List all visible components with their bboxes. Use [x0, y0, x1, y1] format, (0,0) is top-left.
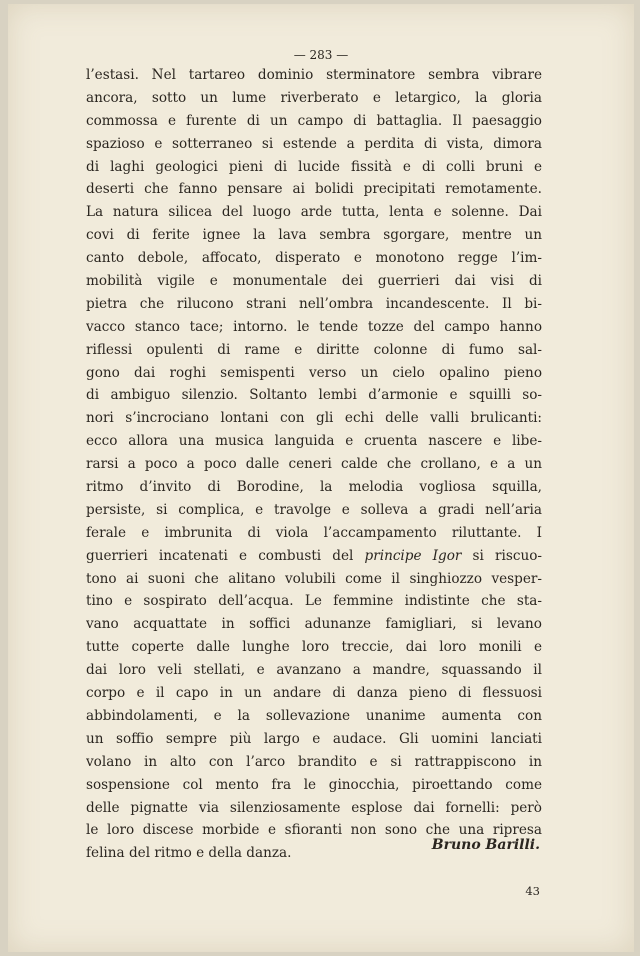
text-line: nori s’incrociano lontani con gli echi delle valli brulicanti:: [86, 410, 542, 427]
text-line: pietra che rilucono strani nell’ombra incandescente. Il bi-: [86, 295, 542, 312]
text-line: tino e sospirato dell’acqua. Le femmine indistinte che sta-: [86, 593, 542, 610]
text-line: rarsi a poco a poco dalle ceneri calde che crollano, e a un: [86, 456, 542, 473]
text-line: le loro discese morbide e sfioranti non sono che una ripresa: [86, 822, 542, 839]
igor-line-after: si riscuo-: [461, 547, 542, 564]
text-line: gono dai roghi semispenti verso un cielo opalino pieno: [86, 364, 542, 381]
text-line: volano in alto con l’arco brandito e si rattrappiscono in: [86, 753, 542, 770]
text-line: ecco allora una musica languida e cruenta nascere e libe-: [86, 433, 542, 450]
text-line-igor: [86, 545, 542, 568]
text-line: vacco stanco tace; intorno. le tende tozze del campo hanno: [86, 318, 542, 335]
text-line: covi di ferite ignee la lava sembra sgorgare, mentre un: [86, 227, 542, 244]
text-line-final: felina del ritmo e della danza.: [86, 845, 292, 862]
text-line: di laghi geologici pieni di lucide fissità e di colli bruni e: [86, 158, 542, 175]
text-line: ancora, sotto un lume riverberato e letargico, la gloria: [86, 89, 542, 106]
book-page: [8, 4, 634, 952]
igor-line-before: guerrieri incatenati e combusti del: [86, 547, 365, 564]
text-line: persiste, si complica, e travolge e solleva a gradi nell’aria: [86, 501, 542, 518]
text-line: un soffio sempre più largo e audace. Gli uomini lanciati: [86, 730, 542, 747]
text-line: riflessi opulenti di rame e diritte colonne di fumo sal-: [86, 341, 542, 358]
page-number: — 283 —: [293, 48, 349, 62]
text-line: dai loro veli stellati, e avanzano a mandre, squassando il: [86, 662, 542, 679]
author-signature: Bruno Barilli.: [431, 837, 540, 853]
text-line: tutte coperte dalle lunghe loro treccie, dai loro monili e: [86, 639, 542, 656]
text-line: canto debole, affocato, disperato e monotono regge l’im-: [86, 250, 542, 267]
text-line: abbindolamenti, e la sollevazione unanime aumenta con: [86, 707, 542, 724]
text-line: deserti che fanno pensare ai bolidi precipitati remotamente.: [86, 181, 542, 198]
text-line: La natura silicea del luogo arde tutta, lenta e solenne. Dai: [86, 204, 542, 221]
text-line: vano acquattate in soffici adunanze famigliari, si levano: [86, 616, 542, 633]
body-text: [86, 64, 542, 865]
text-line: tono ai suoni che alitano volubili come il singhiozzo vesper-: [86, 570, 542, 587]
text-line: commossa e furente di un campo di battaglia. Il paesaggio: [86, 112, 542, 129]
text-line: l’estasi. Nel tartareo dominio sterminatore sembra vibrare: [86, 67, 542, 83]
text-line: mobilità vigile e monumentale dei guerrieri dai visi di: [86, 273, 542, 290]
text-line: di ambiguo silenzio. Soltanto lembi d’armonie e squilli so-: [86, 387, 542, 404]
text-line: ferale e imbrunita di viola l’accampamento riluttante. I: [86, 524, 542, 541]
folio-number: 43: [525, 884, 540, 898]
text-line: delle pignatte via silenziosamente esplose dai fornelli: però: [86, 799, 542, 816]
text-line: sospensione col mento fra le ginocchia, piroettando come: [86, 776, 542, 793]
text-line: corpo e il capo in un andare di danza pieno di flessuosi: [86, 685, 542, 702]
text-line: spazioso e sotterraneo si estende a perdita di vista, dimora: [86, 135, 542, 152]
igor-title-italic: principe Igor: [364, 547, 462, 564]
text-line: ritmo d’invito di Borodine, la melodia vogliosa squilla,: [86, 479, 542, 496]
